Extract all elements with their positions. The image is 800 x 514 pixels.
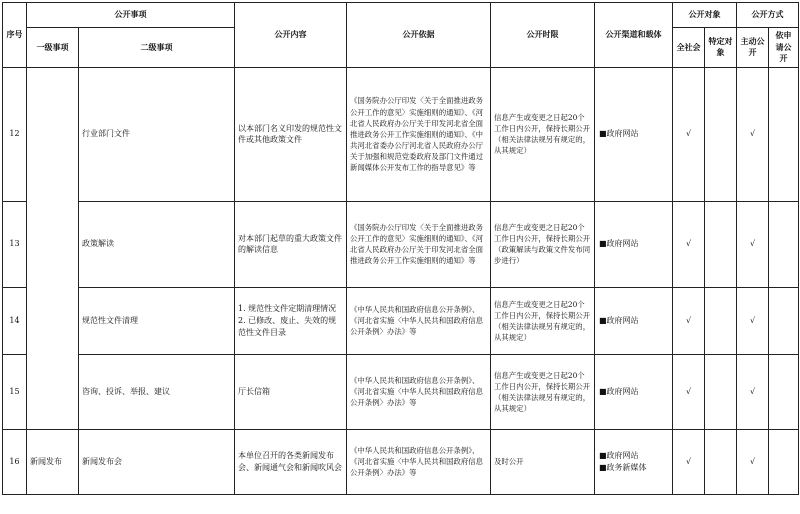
row-time-limit: 信息产生或变更之日起20个工作日内公开，保持长期公开（相关法律法规另有规定的，从其规定） (491, 287, 595, 354)
table-row (3, 354, 799, 429)
header-level2: 二级事项 (79, 28, 235, 68)
row-target-all: √ (673, 287, 705, 354)
header-target-all: 全社会 (673, 28, 705, 68)
channel-item: ■政府网站 (599, 450, 639, 460)
row-channel (595, 287, 673, 354)
header-target: 公开对象 (673, 3, 737, 28)
row-level2: 行业部门文件 (79, 67, 235, 201)
row-target-specific (705, 354, 737, 429)
row-level1 (27, 67, 79, 429)
row-channel (595, 354, 673, 429)
channel-item: ■政府网站 (599, 239, 639, 249)
row-target-all: √ (673, 201, 705, 287)
channel-item: ■政府网站 (599, 315, 639, 325)
row-target-specific (705, 287, 737, 354)
row-basis: 《中华人民共和国政府信息公开条例》、《河北省实施〈中华人民共和国政府信息公开条例〉办法》等 (347, 429, 491, 494)
row-target-all: √ (673, 429, 705, 494)
row-level1: 新闻发布 (27, 429, 79, 494)
row-target-specific (705, 429, 737, 494)
row-method-active: √ (737, 67, 769, 201)
row-method-apply (769, 354, 799, 429)
header-channel: 公开渠道和载体 (595, 3, 673, 68)
row-method-apply (769, 429, 799, 494)
header-seq: 序号 (3, 3, 27, 68)
row-basis: 《国务院办公厅印发〈关于全面推进政务公开工作的意见〉实施细则的通知》、《河北省人民政府办公厅关于印发河北省全面推进政务公开工作实施细则的通知》、《中共河北省委办公厅河北省人民政府办公厅关于加强和规范党委政府及部门文件通过新闻媒体公开发布工作的指导意见》等 (347, 67, 491, 201)
row-level2: 咨询、投诉、举报、建议 (79, 354, 235, 429)
row-content: 本单位召开的各类新闻发布会、新闻通气会和新闻吹风会 (235, 429, 347, 494)
row-basis: 《国务院办公厅印发〈关于全面推进政务公开工作的意见〉实施细则的通知》、《河北省人民政府办公厅关于印发河北省全面推进政务公开工作实施细则的通知》等 (347, 201, 491, 287)
header-row-1 (3, 3, 799, 28)
row-content: 对本部门起草的重大政策文件的解读信息 (235, 201, 347, 287)
row-target-all: √ (673, 67, 705, 201)
disclosure-table (2, 2, 799, 495)
row-method-active: √ (737, 354, 769, 429)
row-method-apply (769, 287, 799, 354)
channel-item: ■政府网站 (599, 129, 639, 139)
table-row (3, 287, 799, 354)
row-basis: 《中华人民共和国政府信息公开条例》、《河北省实施〈中华人民共和国政府信息公开条例〉办法》等 (347, 354, 491, 429)
channel-item: ■政务新媒体 (599, 463, 647, 473)
row-time-limit: 及时公开 (491, 429, 595, 494)
row-method-apply (769, 67, 799, 201)
row-seq: 15 (3, 354, 27, 429)
row-level2: 规范性文件清理 (79, 287, 235, 354)
row-seq: 12 (3, 67, 27, 201)
header-method: 公开方式 (737, 3, 799, 28)
row-seq: 14 (3, 287, 27, 354)
header-method-apply: 依申请公开 (769, 28, 799, 68)
row-method-active: √ (737, 201, 769, 287)
row-content: 厅长信箱 (235, 354, 347, 429)
row-target-specific (705, 67, 737, 201)
row-channel (595, 429, 673, 494)
row-level2: 新闻发布会 (79, 429, 235, 494)
header-time-limit: 公开时限 (491, 3, 595, 68)
table-row (3, 201, 799, 287)
row-time-limit: 信息产生或变更之日起20个工作日内公开，保持长期公开（政策解读与政策文件发布同步进行） (491, 201, 595, 287)
row-target-specific (705, 201, 737, 287)
row-time-limit: 信息产生或变更之日起20个工作日内公开，保持长期公开（相关法律法规另有规定的，从其规定） (491, 354, 595, 429)
table-row (3, 67, 799, 201)
row-time-limit: 信息产生或变更之日起20个工作日内公开，保持长期公开（相关法律法规另有规定的，从其规定） (491, 67, 595, 201)
header-content: 公开内容 (235, 3, 347, 68)
row-content: 以本部门名义印发的规范性文件或其他政策文件 (235, 67, 347, 201)
row-method-active: √ (737, 429, 769, 494)
row-level2: 政策解读 (79, 201, 235, 287)
header-basis: 公开依据 (347, 3, 491, 68)
header-method-active: 主动公开 (737, 28, 769, 68)
row-seq: 16 (3, 429, 27, 494)
row-basis: 《中华人民共和国政府信息公开条例》、《河北省实施〈中华人民共和国政府信息公开条例〉办法》等 (347, 287, 491, 354)
row-channel (595, 67, 673, 201)
row-seq: 13 (3, 201, 27, 287)
row-method-active: √ (737, 287, 769, 354)
row-method-apply (769, 201, 799, 287)
channel-item: ■政府网站 (599, 386, 639, 396)
header-level1: 一级事项 (27, 28, 79, 68)
table-row (3, 429, 799, 494)
row-content: 1. 规范性文件定期清理情况 2. 已修改、废止、失效的规范性文件目录 (235, 287, 347, 354)
row-channel (595, 201, 673, 287)
header-public-items: 公开事项 (27, 3, 235, 28)
header-target-specific: 特定对象 (705, 28, 737, 68)
row-target-all: √ (673, 354, 705, 429)
